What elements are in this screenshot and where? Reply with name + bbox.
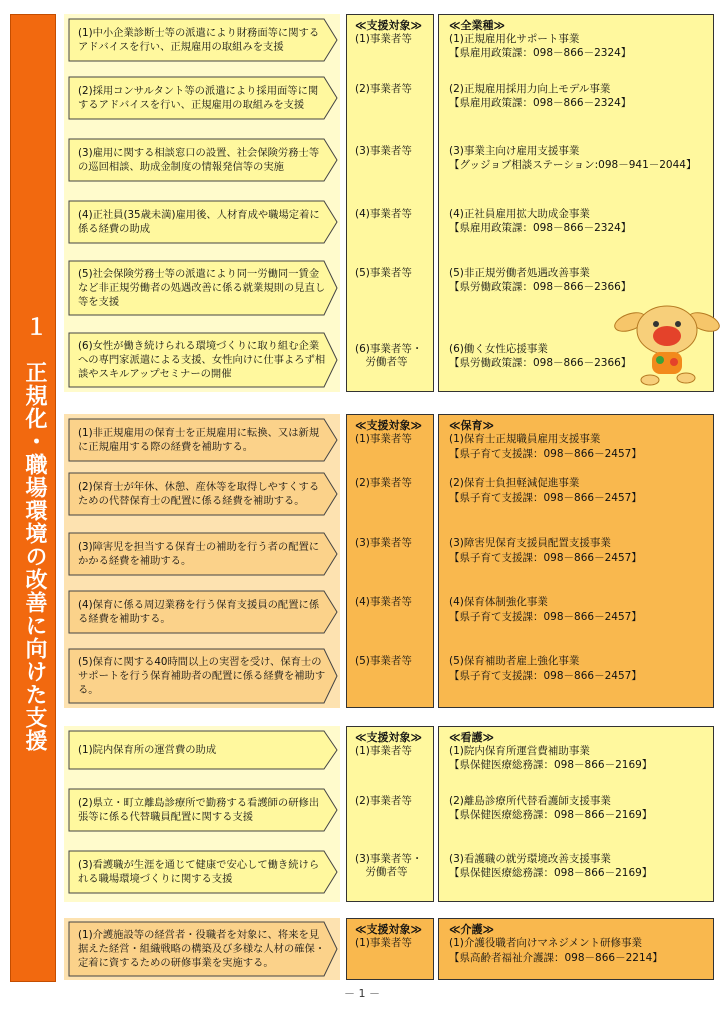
measure-text: (6)女性が働き続けられる環境づくりに取り組む企業への専門家派遣による支援、女性向けに仕事よろず相談やスキルアップセミナーの開催 [78,340,326,380]
project-name: (3)看護職の就労環境改善支援事業 [449,853,611,865]
project-contact: 【県雇用政策課：098－866－2324】 [449,222,632,234]
project-contact: 【県労働政策課：098－866－2366】 [449,357,632,369]
measure-arrow [68,332,338,388]
target-item: (1)事業者等 [355,33,412,45]
target-item: (1)事業者等 [355,937,412,949]
project-column [438,918,714,980]
measure-text: (3)看護職が生涯を通じて健康で安心して働き続けられる職場環境づくりに関する支援 [78,859,320,885]
project-name: (1)院内保育所運営費補助事業 [449,745,590,757]
measure-arrow [68,850,338,894]
measure-text: (3)雇用に関する相談窓口の設置、社会保険労務士等の巡回相談、助成金制度の情報発信等の実施 [78,147,320,173]
page-number: － 1 － [344,987,380,1000]
project-contact: 【県子育て支援課：098－866－2457】 [449,611,642,623]
project-header: ≪全業種≫ [449,19,506,32]
target-column [346,414,434,708]
target-item: (6)事業者等・ 労働者等 [355,343,423,368]
target-item: (1)事業者等 [355,745,412,757]
project-header: ≪保育≫ [449,419,495,432]
project-header: ≪介護≫ [449,923,495,936]
target-item: (1)事業者等 [355,433,412,445]
target-item: (4)事業者等 [355,208,412,220]
project-contact: 【県高齢者福祉介護課：098－866－2214】 [449,952,663,964]
project-name: (1)介護役職者向けマネジメント研修事業 [449,937,643,949]
measure-text: (2)県立・町立離島診療所で勤務する看護師の研修出張等に係る代替職員配置に関する支援 [78,797,320,823]
project-name: (2)離島診療所代替看護師支援事業 [449,795,611,807]
measure-arrow [68,418,338,462]
measure-text: (1)院内保育所の運営費の助成 [78,744,217,756]
project-contact: 【県保健医療総務課：098－866－2169】 [449,809,653,821]
project-contact: 【県子育て支援課：098－866－2457】 [449,552,642,564]
sidebar-title-bar [10,14,56,982]
project-contact: 【県雇用政策課：098－866－2324】 [449,47,632,59]
project-name: (4)正社員雇用拡大助成金事業 [449,208,590,220]
project-name: (3)事業主向け雇用支援事業 [449,145,580,157]
project-contact: 【グッジョブ相談ステーション:098－941－2044】 [449,159,697,171]
target-item: (2)事業者等 [355,477,412,489]
measure-text: (3)障害児を担当する保育士の補助を行う者の配置にかかる経費を補助する。 [78,541,320,567]
measure-arrow [68,648,338,704]
project-name: (2)保育士負担軽減促進事業 [449,477,580,489]
target-item: (5)事業者等 [355,655,412,667]
measure-arrow [68,472,338,516]
project-name: (2)正規雇用採用力向上モデル事業 [449,83,611,95]
measure-text: (1)介護施設等の経営者・役職者を対象に、将来を見据えた経営・組織戦略の構築及び多様な人材の確保・定着に資するための研修事業を実施する。 [78,929,326,969]
project-contact: 【県子育て支援課：098－866－2457】 [449,492,642,504]
project-column [438,726,714,902]
measure-arrow [68,260,338,316]
project-contact: 【県雇用政策課：098－866－2324】 [449,97,632,109]
mascot-illustration [612,300,720,388]
target-column [346,918,434,980]
target-item: (3)事業者等・ 労働者等 [355,853,423,878]
measure-arrow [68,730,338,770]
measure-text: (4)正社員(35歳未満)雇用後、人材育成や職場定着に係る経費の助成 [78,209,320,235]
target-column [346,726,434,902]
project-name: (6)働く女性応援事業 [449,343,548,355]
project-name: (5)非正規労働者処遇改善事業 [449,267,590,279]
section-childcare [64,414,714,708]
measure-arrow [68,76,338,120]
target-column [346,14,434,392]
measure-arrow [68,138,338,182]
measure-text: (1)非正規雇用の保育士を正規雇用に転換、又は新規に正規雇用する際の経費を補助する。 [78,427,320,453]
target-header: ≪支援対象≫ [355,731,423,744]
target-item: (4)事業者等 [355,596,412,608]
measure-arrow [68,532,338,576]
measure-arrow [68,788,338,832]
target-header: ≪支援対象≫ [355,419,423,432]
target-item: (5)事業者等 [355,267,412,279]
target-header: ≪支援対象≫ [355,923,423,936]
measure-text: (1)中小企業診断士等の派遣により財務面等に関するアドバイスを行い、正規雇用の取組みを支援 [78,27,320,53]
measure-text: (2)保育士が年休、休憩、産休等を取得しやすくするための代替保育士の配置に係る経費を補助する。 [78,481,320,507]
measure-arrow [68,200,338,244]
measure-text: (4)保育に係る周辺業務を行う保育支援員の配置に係る経費を補助する。 [78,599,320,625]
project-name: (1)正規雇用化サポート事業 [449,33,580,45]
project-name: (1)保育士正規職員雇用支援事業 [449,433,601,445]
measure-text: (2)採用コンサルタント等の派遣により採用面等に関するアドバイスを行い、正規雇用の取組みを支援 [78,85,319,111]
target-item: (2)事業者等 [355,795,412,807]
section-nursing [64,726,714,902]
measure-text: (5)保育に関する40時間以上の実習を受け、保育士のサポートを行う保育補助者の配置に係る経費を補助する。 [78,656,326,696]
target-item: (3)事業者等 [355,537,412,549]
project-column [438,414,714,708]
section-elderly-care [64,918,714,980]
target-header: ≪支援対象≫ [355,19,423,32]
target-item: (2)事業者等 [355,83,412,95]
project-name: (5)保育補助者雇上強化事業 [449,655,580,667]
project-contact: 【県保健医療総務課：098－866－2169】 [449,867,653,879]
sidebar-title: １ 正規化・職場環境の改善に向けた支援 [22,315,47,752]
project-contact: 【県労働政策課：098－866－2366】 [449,281,632,293]
project-contact: 【県子育て支援課：098－866－2457】 [449,448,642,460]
measure-arrow [68,921,338,977]
project-name: (4)保育体制強化事業 [449,596,548,608]
measure-arrow [68,590,338,634]
target-item: (3)事業者等 [355,145,412,157]
measure-text: (5)社会保険労務士等の派遣により同一労働同一賃金など非正規労働者の処遇改善に係る就業規則の見直し等を支援 [78,268,326,308]
project-header: ≪看護≫ [449,731,495,744]
project-contact: 【県子育て支援課：098－866－2457】 [449,670,642,682]
project-contact: 【県保健医療総務課：098－866－2169】 [449,759,653,771]
project-name: (3)障害児保育支援員配置支援事業 [449,537,611,549]
measure-arrow [68,18,338,62]
